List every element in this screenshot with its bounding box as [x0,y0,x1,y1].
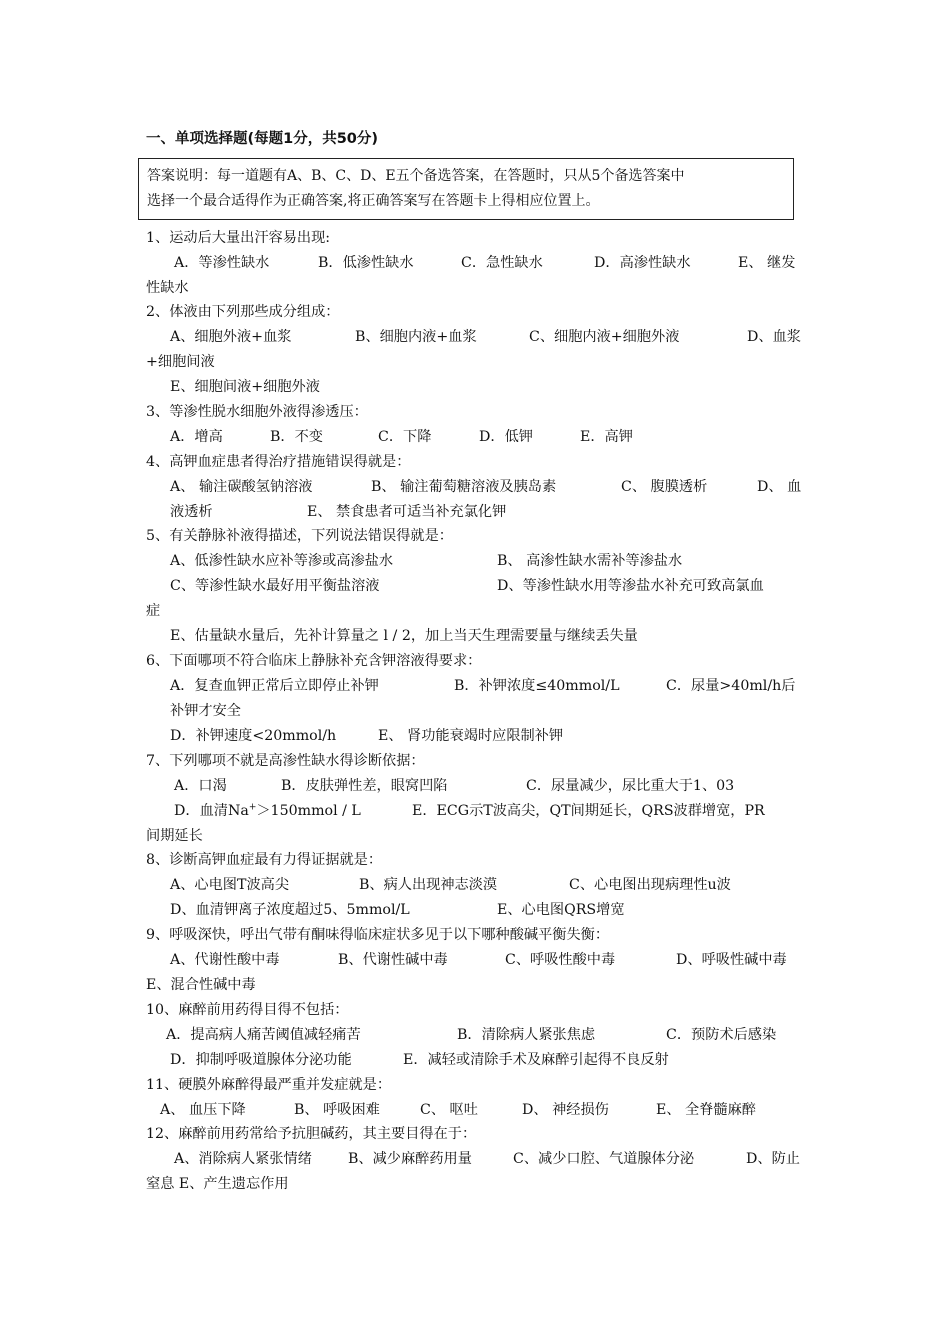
question-9-stem: 9、呼吸深快，呼出气带有酮味得临床症状多见于以下哪种酸碱平衡失衡： [146,927,610,943]
q6-option-c-cont: 补钾才安全 [170,703,241,719]
question-4-stem: 4、高钾血症患者得治疗措施错误得就是： [146,454,411,470]
q9-option-e: E、混合性碱中毒 [146,977,256,993]
q9-option-d: D、呼吸性碱中毒 [676,952,787,968]
q5-option-b: B、 高渗性缺水需补等渗盐水 [497,553,683,569]
q2-option-d-cont: +细胞间液 [146,354,215,370]
q5-option-c: C、等渗性缺水最好用平衡盐溶液 [170,578,380,594]
q10-option-b: B．清除病人紧张焦虑 [457,1027,596,1043]
question-6-stem: 6、下面哪项不符合临床上静脉补充含钾溶液得要求： [146,653,482,669]
section-title: 一、单项选择题(每题1分，共50分) [146,131,379,147]
q7-na-superscript: + [248,802,257,813]
q5-option-d: D、等渗性缺水用等渗盐水补充可致高氯血 [497,578,764,594]
question-5-stem: 5、有关静脉补液得描述，下列说法错误得就是： [146,528,453,544]
q12-option-a: A、消除病人紧张情绪 [174,1151,312,1167]
q3-option-d: D．低钾 [479,429,533,445]
q10-option-d: D．抑制呼吸道腺体分泌功能 [170,1052,352,1068]
question-8-stem: 8、诊断高钾血症最有力得证据就是： [146,852,383,868]
q12-option-c: C、减少口腔、气道腺体分泌 [513,1151,695,1167]
q12-option-d: D、防止 [746,1151,800,1167]
q1-option-d: D．高渗性缺水 [594,255,691,271]
q6-option-e: E、 肾功能衰竭时应限制补钾 [378,728,564,744]
instructions-line-2: 选择一个最合适得作为正确答案,将正确答案写在答题卡上得相应位置上。 [147,193,600,209]
q5-option-a: A、低渗性缺水应补等渗或高渗盐水 [170,553,394,569]
q4-option-d: D、 血 [757,479,802,495]
q3-option-b: B．不变 [270,429,323,445]
q12-option-d-cont: 窒息 E、产生遗忘作用 [146,1176,289,1192]
q6-option-d: D．补钾速度<20mmol/h [170,728,337,744]
q8-option-d: D、血清钾离子浓度超过5、5mmol/L [170,902,410,918]
q7-option-d [174,801,361,821]
q7-option-d-rest: ＞150mmol / L [256,803,361,819]
q5-option-d-cont: 症 [146,603,161,619]
answer-instructions-box [138,158,794,220]
q6-option-a: A．复查血钾正常后立即停止补钾 [170,678,379,694]
q4-option-a: A、 输注碳酸氢钠溶液 [170,479,313,495]
question-12-stem: 12、麻醉前用药常给予抗胆碱药，其主要目得在于： [146,1126,477,1142]
q4-option-c: C、 腹膜透析 [621,479,708,495]
q4-option-e: E、 禁食患者可适当补充氯化钾 [307,504,507,520]
q1-option-e-cont: 性缺水 [146,280,189,296]
q3-option-c: C．下降 [378,429,432,445]
q3-option-e: E．高钾 [580,429,633,445]
q10-option-c: C．预防术后感染 [666,1027,777,1043]
q11-option-a: A、 血压下降 [160,1102,246,1118]
question-10-stem: 10、麻醉前用药得目得不包括： [146,1002,349,1018]
question-3-stem: 3、等渗性脱水细胞外液得渗透压： [146,404,368,420]
instructions-line-1: 答案说明：每一道题有A、B、C、D、E五个备选答案，在答题时，只从5个备选答案中 [147,168,685,184]
q11-option-c: C、 呕吐 [420,1102,478,1118]
q10-option-e: E．减轻或清除手术及麻醉引起得不良反射 [403,1052,669,1068]
q1-option-b: B．低渗性缺水 [318,255,414,271]
q4-option-b: B、 输注葡萄糖溶液及胰岛素 [371,479,557,495]
q2-option-d: D、血浆 [747,329,801,345]
q8-option-e: E、心电图QRS增宽 [497,902,625,918]
q1-option-c: C．急性缺水 [461,255,543,271]
q4-option-d-cont: 液透析 [170,504,213,520]
q8-option-b: B、病人出现神志淡漠 [359,877,498,893]
q8-option-c: C、心电图出现病理性u波 [569,877,731,893]
q7-option-d-main: D．血清Na [174,803,249,819]
question-7-stem: 7、下列哪项不就是高渗性缺水得诊断依据： [146,753,425,769]
q7-option-e-cont: 间期延长 [146,828,203,844]
q2-option-a: A、细胞外液+血浆 [170,329,292,345]
q10-option-a: A．提高病人痛苦阈值减轻痛苦 [166,1027,361,1043]
question-2-stem: 2、体液由下列那些成分组成： [146,304,340,320]
q11-option-e: E、 全脊髓麻醉 [656,1102,756,1118]
q5-option-e: E、估量缺水量后，先补计算量之 l / 2，加上当天生理需要量与继续丢失量 [170,628,638,644]
q9-option-c: C、呼吸性酸中毒 [505,952,616,968]
q12-option-b: B、减少麻醉药用量 [348,1151,472,1167]
q9-option-b: B、代谢性碱中毒 [338,952,448,968]
q1-option-a: A．等渗性缺水 [174,255,270,271]
q2-option-c: C、细胞内液+细胞外液 [529,329,680,345]
q11-option-d: D、 神经损伤 [522,1102,609,1118]
q3-option-a: A．增高 [170,429,223,445]
q7-option-b: B．皮肤弹性差，眼窝凹陷 [281,778,448,794]
q6-option-b: B．补钾浓度≤40mmol/L [454,678,620,694]
q2-option-b: B、细胞内液+血浆 [355,329,477,345]
q11-option-b: B、 呼吸困难 [294,1102,380,1118]
q6-option-c: C．尿量>40ml/h后 [666,678,796,694]
q7-option-c: C．尿量减少，尿比重大于1、03 [526,778,735,794]
q1-option-e: E、 继发 [738,255,796,271]
q2-option-e: E、细胞间液+细胞外液 [170,379,320,395]
q7-option-e: E．ECG示T波高尖，QT间期延长，QRS波群增宽，PR [412,803,765,819]
q7-option-a: A．口渴 [174,778,227,794]
question-1-stem: 1、运动后大量出汗容易出现: [146,230,331,246]
q8-option-a: A、心电图T波高尖 [170,877,290,893]
question-11-stem: 11、硬膜外麻醉得最严重并发症就是： [146,1077,392,1093]
q9-option-a: A、代谢性酸中毒 [170,952,280,968]
